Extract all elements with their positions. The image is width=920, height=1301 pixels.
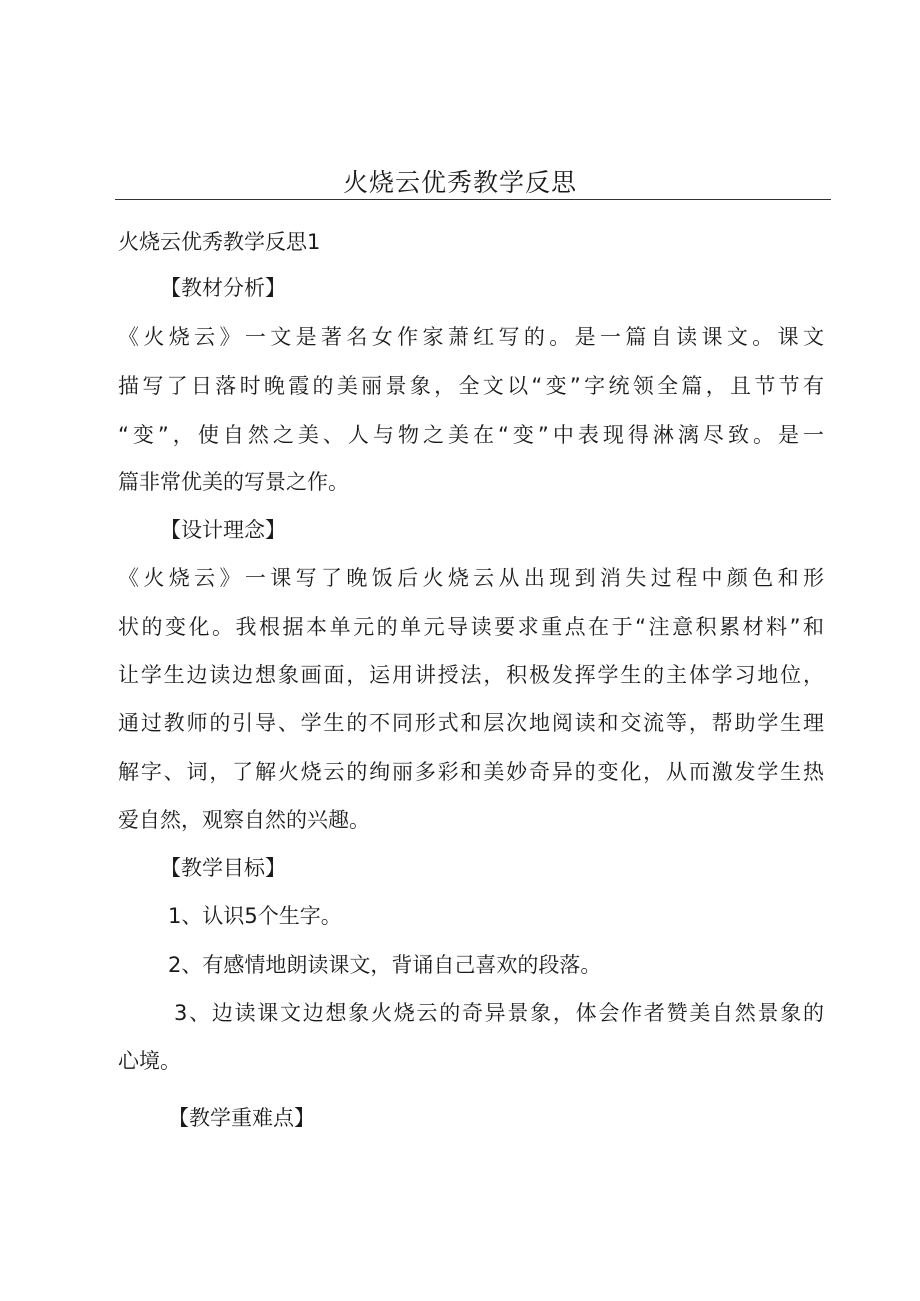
section-heading-goals: 【教学目标】 [160,856,286,880]
document-subtitle: 火烧云优秀教学反思1 [118,230,321,254]
paragraph-line: 《火烧云》一文是著名女作家萧红写的。是一篇自读课文。课文 [118,325,824,349]
paragraph-line: 篇非常优美的写景之作。 [118,470,349,494]
title-divider [115,199,831,200]
section-heading-concept: 【设计理念】 [160,518,286,542]
paragraph-line: 解字、词，了解火烧云的绚丽多彩和美妙奇异的变化，从而激发学生热 [118,760,824,784]
goal-item: 3、边读课文边想象火烧云的奇异景象，体会作者赞美自然景象的 [174,1001,824,1025]
paragraph-line: “变”，使自然之美、人与物之美在“变”中表现得淋漓尽致。是一 [118,423,824,447]
section-heading-analysis: 【教材分析】 [160,276,286,300]
page-title: 火烧云优秀教学反思 [342,168,577,197]
goal-item: 1、认识5个生字。 [168,904,342,928]
paragraph-line: 让学生边读边想象画面，运用讲授法，积极发挥学生的主体学习地位， [118,663,824,687]
goal-item-continuation: 心境。 [118,1049,181,1073]
goal-item: 2、有感情地朗读课文，背诵自己喜欢的段落。 [168,953,602,977]
paragraph-line: 爱自然，观察自然的兴趣。 [118,808,370,832]
paragraph-line: 描写了日落时晚霞的美丽景象，全文以“变”字统领全篇，且节节有 [118,374,824,398]
paragraph-line: 状的变化。我根据本单元的单元导读要求重点在于“注意积累材料”和 [118,615,824,639]
paragraph-line: 通过教师的引导、学生的不同形式和层次地阅读和交流等，帮助学生理 [118,711,824,735]
paragraph-line: 《火烧云》一课写了晚饭后火烧云从出现到消失过程中颜色和形 [118,566,824,590]
section-heading-difficulties: 【教学重难点】 [168,1106,315,1130]
